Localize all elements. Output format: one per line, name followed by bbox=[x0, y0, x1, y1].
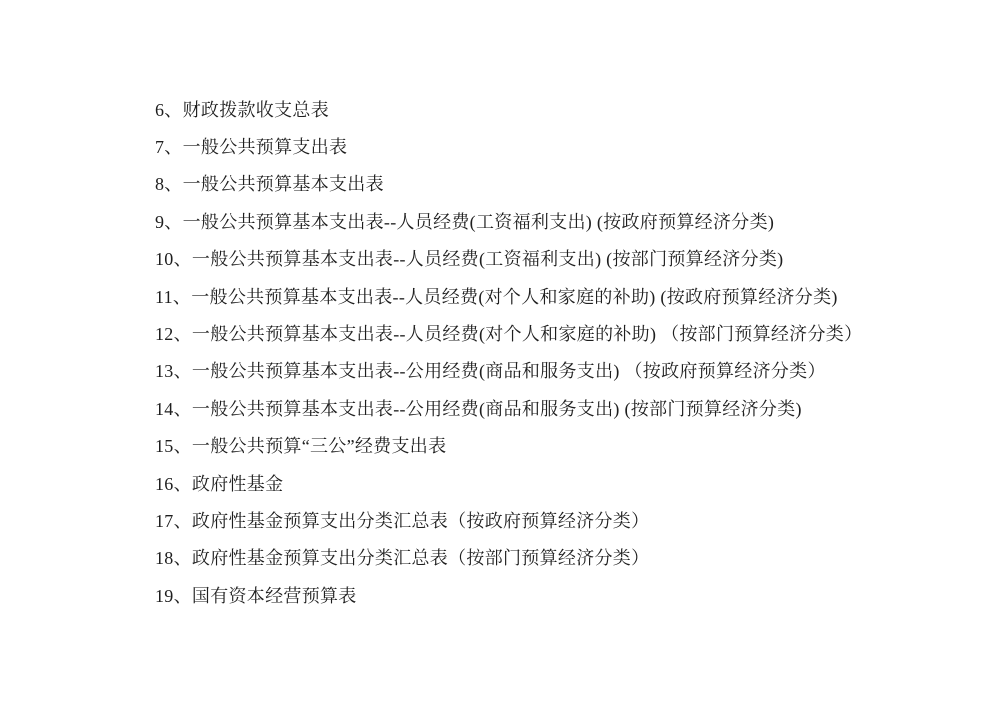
list-item: 19、国有资本经营预算表 bbox=[155, 585, 357, 606]
list-item: 7、一般公共预算支出表 bbox=[155, 137, 348, 158]
list-item: 9、一般公共预算基本支出表--人员经费(工资福利支出) (按政府预算经济分类) bbox=[155, 211, 775, 232]
list-item: 6、财政拨款收支总表 bbox=[155, 99, 329, 120]
list-item: 11、一般公共预算基本支出表--人员经费(对个人和家庭的补助) (按政府预算经济分类) bbox=[155, 286, 838, 307]
list-item: 10、一般公共预算基本支出表--人员经费(工资福利支出) (按部门预算经济分类) bbox=[155, 249, 784, 270]
list-item: 12、一般公共预算基本支出表--人员经费(对个人和家庭的补助) （按部门预算经济分类） bbox=[155, 324, 863, 345]
list-item: 17、政府性基金预算支出分类汇总表（按政府预算经济分类） bbox=[155, 510, 650, 531]
list-item: 16、政府性基金 bbox=[155, 473, 284, 494]
list-item: 13、一般公共预算基本支出表--公用经费(商品和服务支出) （按政府预算经济分类） bbox=[155, 361, 826, 382]
list-item: 8、一般公共预算基本支出表 bbox=[155, 174, 384, 195]
budget-table-list bbox=[155, 90, 945, 613]
list-item: 15、一般公共预算“三公”经费支出表 bbox=[155, 436, 447, 457]
list-item: 14、一般公共预算基本支出表--公用经费(商品和服务支出) (按部门预算经济分类) bbox=[155, 398, 802, 419]
list-item: 18、政府性基金预算支出分类汇总表（按部门预算经济分类） bbox=[155, 548, 650, 569]
